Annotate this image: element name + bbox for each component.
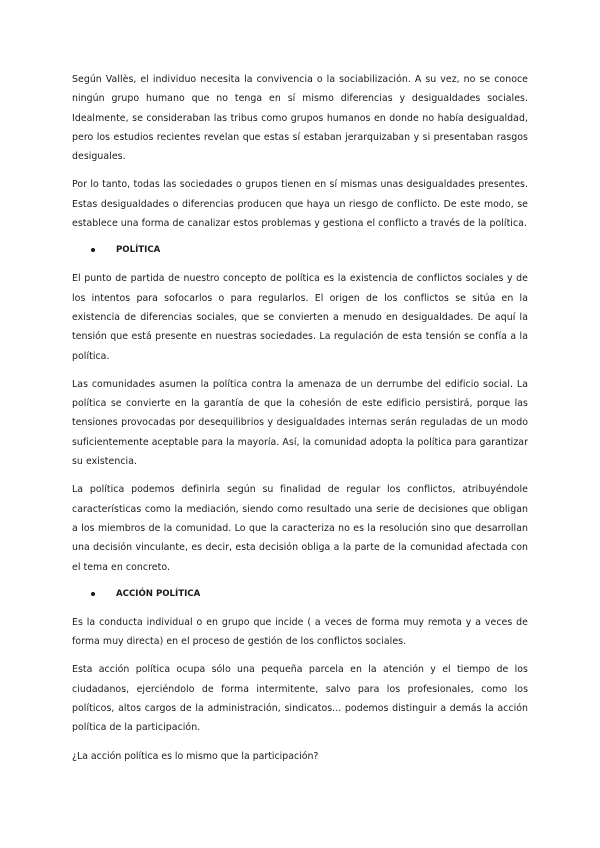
paragraph-valles-sociabilizacion: Según Vallès, el individuo necesita la convivencia o la sociabilización. A su vez, no se conoce ningún grupo humano que no tenga en sí mismo diferencias y desigualdades sociales. Idealmente, se consideraban las tribus como grupos humanos en donde no había desigualdad, pero los estudios recientes revelan que estas sí estaban jerarquizaban y si presentaban rasgos desiguales.	[72, 74, 528, 163]
paragraph-definicion-politica: La política podemos definirla según su finalidad de regular los conflictos, atribuyéndole características como la mediación, siendo como resultado una serie de decisiones que obligan a los miembros de la comunidad. Lo que la caracteriza no es la resolución sino que desarrollan una decisión vinculante, es decir, esta decisión obliga a la parte de la comunidad afectada con el tema en concreto.	[72, 484, 528, 573]
section-heading-politica	[72, 242, 528, 258]
heading-label: POLÍTICA	[116, 245, 161, 256]
paragraph-conducta: Es la conducta individual o en grupo que incide ( a veces de forma muy remota y a veces de forma muy directa) en el proceso de gestión de los conflictos sociales.	[72, 616, 528, 648]
paragraph-comunidades: Las comunidades asumen la política contra la amenaza de un derrumbe del edificio social. La política se convierte en la garantía de que la cohesión de este edificio persistirá, porque las tensiones provocadas por desequilibrios y desigualdades internas serán reguladas de un modo suficientemente aceptable para la mayoría. Así, la comunidad adopta la política para garantizar su existencia.	[72, 378, 528, 468]
closing-question: ¿La acción política es lo mismo que la participación?	[72, 750, 319, 762]
heading-label: ACCIÓN POLÍTICA	[116, 588, 201, 599]
paragraph-accion-politica: Esta acción política ocupa sólo una pequeña parcela en la atención y el tiempo de los ciudadanos, ejerciéndolo de forma intermitente, salvo para los profesionales, como los políticos, altos cargos de la administración, sindicatos... podemos distinguir a demás la acción política de la participación.	[72, 664, 528, 734]
document-page	[72, 70, 528, 766]
paragraph-concepto-politica: El punto de partida de nuestro concepto de política es la existencia de conflictos sociales y de los intentos para sofocarlos o para regularlos. El origen de los conflictos se sitúa en la existencia de diferencias sociales, que se convierten a menudo en desigualdades. De aquí la tensión que está presente en nuestras sociedades. La regulación de esta tensión se confía a la política.	[72, 273, 528, 362]
bullet-icon	[91, 592, 95, 596]
section-heading-accion-politica	[72, 586, 528, 602]
paragraph-desigualdades-conflicto: Por lo tanto, todas las sociedades o grupos tienen en sí mismas unas desigualdades presentes. Estas desigualdades o diferencias producen que haya un riesgo de conflicto. De este modo, se establece una forma de canalizar estos problemas y gestiona el conflicto a través de la política.	[72, 179, 528, 230]
bullet-icon	[91, 248, 95, 252]
